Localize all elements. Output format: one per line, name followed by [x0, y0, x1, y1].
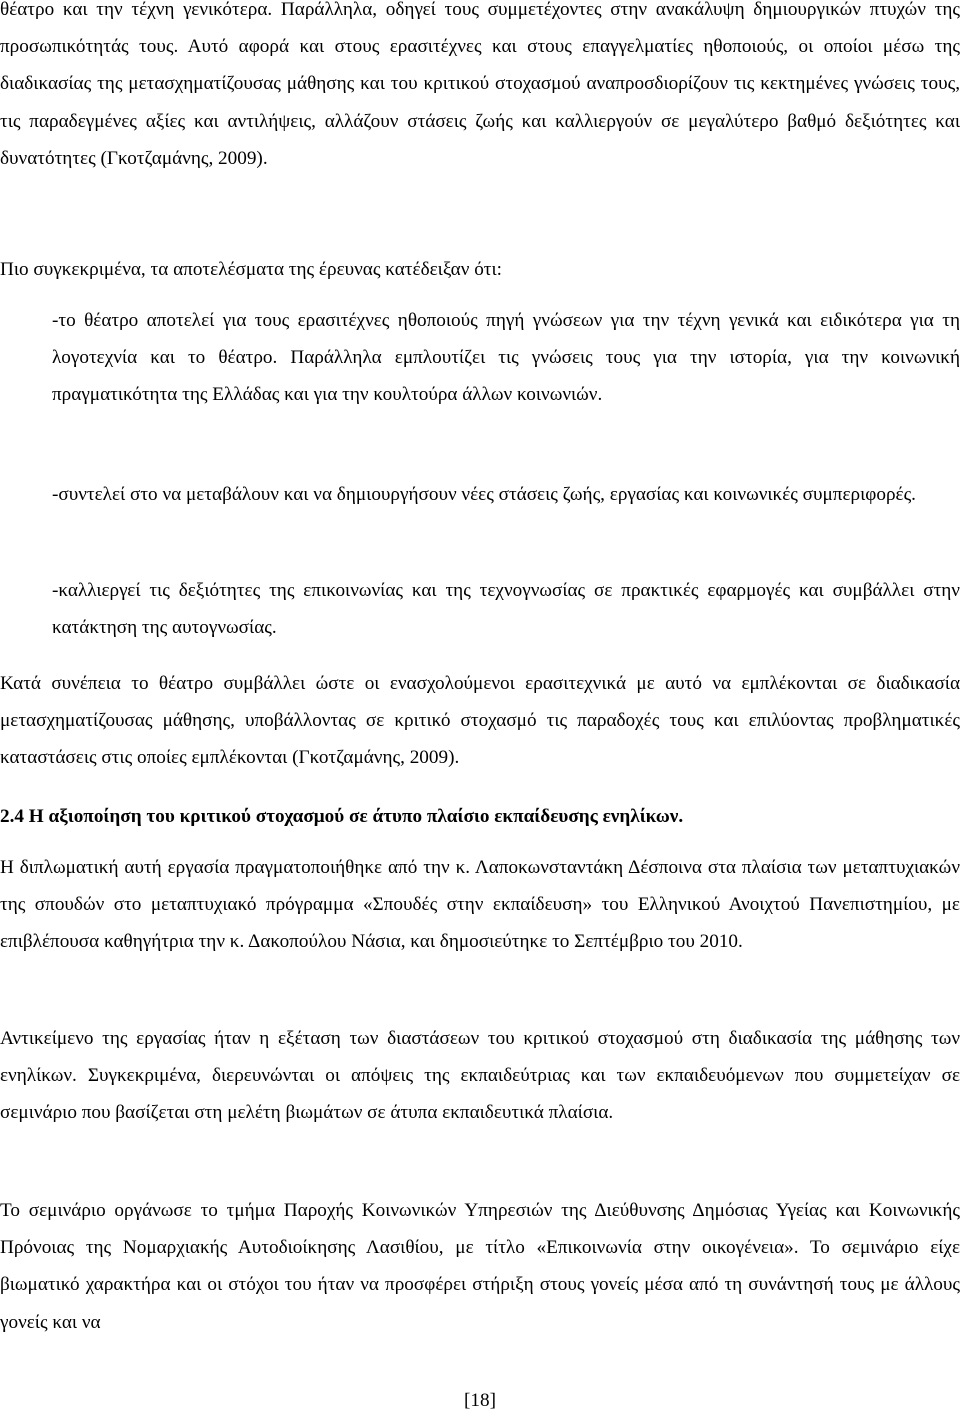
page-number: [18] — [464, 1390, 496, 1411]
paragraph-thesis-info: Η διπλωματική αυτή εργασία πραγματοποιήθηκε από την κ. Λαποκωνσταντάκη Δέσποινα στα πλαίσια των μεταπτυχιακών της σπουδών στο μεταπτυχιακό πρόγραμμα «Σπουδές στην εκπαίδευση» του Ελληνικού Ανοιχτού Πανεπιστημίου, με επιβλέπουσα καθηγήτρια την κ. Δακοπούλου Νάσια, και δημοσιεύτηκε το Σεπτέμβριο του 2010. — [0, 857, 960, 953]
paragraph-conclusion: Κατά συνέπεια το θέατρο συμβάλλει ώστε οι ενασχολούμενοι ερασιτεχνικά με αυτό να εμπλέκονται σε διαδικασία μετασχηματίζουσας μάθησης, υποβάλλοντας σε κριτικό στοχασμό τις παραδοχές τους και επιλύοντας προβληματικές καταστάσεις στις οποίες εμπλέκονται (Γκοτζαμάνης, 2009). — [0, 673, 960, 769]
section-heading: 2.4 Η αξιοποίηση του κριτικού στοχασμού σε άτυπο πλαίσιο εκπαίδευσης ενηλίκων. — [0, 806, 684, 827]
list-item-knowledge: -το θέατρο αποτελεί για τους ερασιτέχνες ηθοποιούς πηγή γνώσεων για την τέχνη γενικά και ειδικότερα για τη λογοτεχνία και το θέατρο. Παράλληλα εμπλουτίζει τις γνώσεις τους για την ιστορία, για την κοινωνική πραγματικότητα της Ελλάδας και για την κουλτούρα άλλων κοινωνιών. — [52, 310, 960, 406]
paragraph-seminar: Το σεμινάριο οργάνωσε το τμήμα Παροχής Κοινωνικών Υπηρεσιών της Διεύθυνσης Δημόσιας Υγείας και Κοινωνικής Πρόνοιας της Νομαρχιακής Αυτοδιοίκησης Λασιθίου, με τίτλο «Επικοινωνία στην οικογένεια». Το σεμινάριο είχε βιωματικό χαρακτήρα και οι στόχοι του ήταν να προσφέρει στήριξη στους γονείς μέσα από τη συνάντησή τους με άλλους γονείς και να — [0, 1200, 960, 1333]
paragraph-results-intro: Πιο συγκεκριμένα, τα αποτελέσματα της έρευνας κατέδειξαν ότι: — [0, 259, 502, 280]
paragraph-theatre-benefits: θέατρο και την τέχνη γενικότερα. Παράλληλα, οδηγεί τους συμμετέχοντες στην ανακάλυψη δημιουργικών πτυχών της προσωπικότητάς τους. Αυτό αφορά και στους ερασιτέχνες και στους επαγγελματίες ηθοποιούς, οι οποίοι μέσω της διαδικασίας της μετασχηματίζουσας μάθησης και του κριτικού στοχασμού αναπροσδιορίζουν τις κεκτημένες γνώσεις τους, τις παραδεγμένες αξίες και αντιλήψεις, αλλάζουν στάσεις ζωής και καλλιεργούν σε μεγαλύτερο βαθμό δεξιότητες και δυνατότητες (Γκοτζαμάνης, 2009). — [0, 0, 960, 169]
list-item-skills: -καλλιεργεί τις δεξιότητες της επικοινωνίας και της τεχνογνωσίας σε πρακτικές εφαρμογές και συμβάλλει στην κατάκτηση της αυτογνωσίας. — [52, 580, 960, 639]
list-item-attitudes: -συντελεί στο να μεταβάλουν και να δημιουργήσουν νέες στάσεις ζωής, εργασίας και κοινωνικές συμπεριφορές. — [52, 484, 916, 505]
paragraph-thesis-subject: Αντικείμενο της εργασίας ήταν η εξέταση των διαστάσεων του κριτικού στοχασμού στη διαδικασία της μάθησης των ενηλίκων. Συγκεκριμένα, διερευνώνται οι απόψεις της εκπαιδεύτριας και των εκπαιδευόμενων που συμμετείχαν σε σεμινάριο που βασίζεται στη μελέτη βιωμάτων σε άτυπα εκπαιδευτικά πλαίσια. — [0, 1028, 960, 1124]
